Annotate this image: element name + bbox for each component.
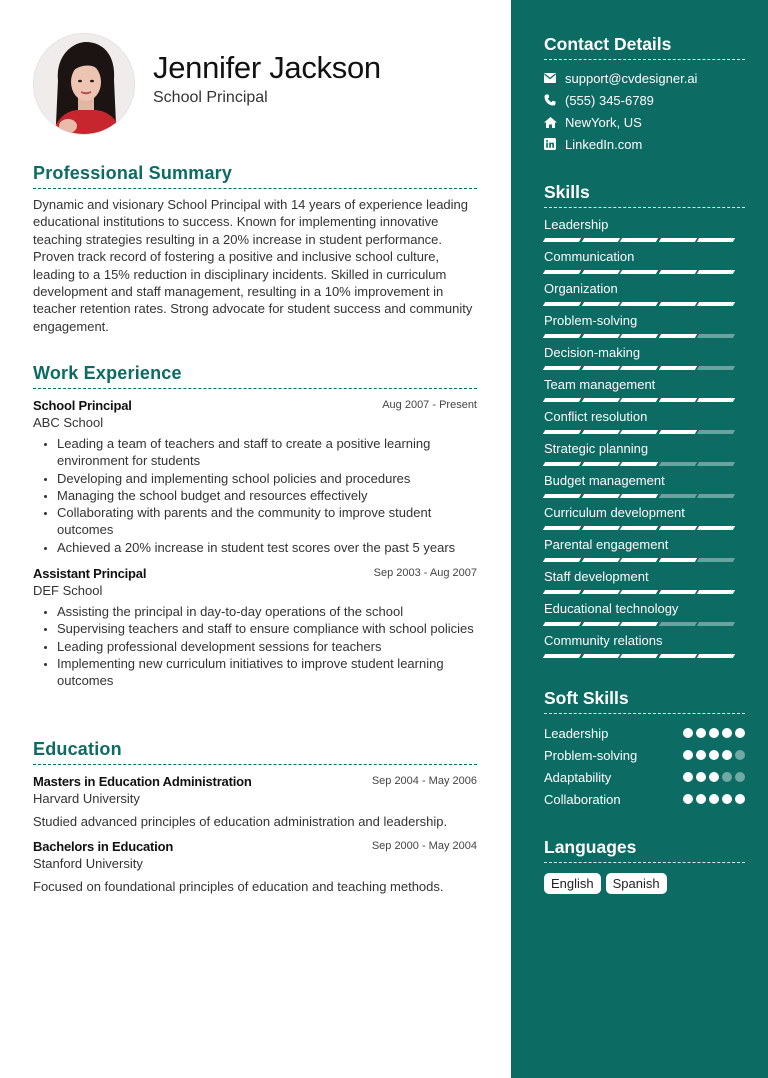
summary-section <box>33 163 477 335</box>
rating-dot <box>683 750 693 760</box>
skill-level-bar <box>544 558 734 562</box>
skill-level-segment <box>659 622 697 626</box>
candidate-role: School Principal <box>153 89 268 106</box>
education-entry <box>33 839 477 894</box>
skill-label: Community relations <box>544 633 663 648</box>
job-entry <box>33 566 477 689</box>
contact-title: Contact Details <box>544 34 745 60</box>
skill-level-bar <box>544 366 734 370</box>
skill-level-bar <box>544 526 734 530</box>
skill-level-bar <box>544 430 734 434</box>
rating-dot <box>683 772 693 782</box>
skill-label: Curriculum development <box>544 505 685 520</box>
skill-level-segment <box>543 334 581 338</box>
rating-dot <box>696 728 706 738</box>
job-date: Aug 2007 - Present <box>382 399 477 411</box>
skills-section <box>544 182 745 659</box>
summary-title: Professional Summary <box>33 163 477 189</box>
rating-dot <box>735 728 745 738</box>
skill-level-segment <box>659 334 697 338</box>
profile-photo <box>34 34 135 135</box>
skill-level-bar <box>544 590 734 594</box>
skill-level-segment <box>659 526 697 530</box>
rating-dot <box>709 794 719 804</box>
skill-level-segment <box>620 590 658 594</box>
language-tags <box>544 873 745 894</box>
language-tag: Spanish <box>606 873 667 894</box>
skill-level-segment <box>620 302 658 306</box>
skill-level-segment <box>543 398 581 402</box>
skill-label: Team management <box>544 377 656 392</box>
soft-skill-rating <box>683 728 745 738</box>
contact-section <box>544 34 745 155</box>
skill-level-segment <box>543 270 581 274</box>
skill-level-segment <box>581 622 619 626</box>
education-entry <box>33 774 477 829</box>
skill-label: Educational technology <box>544 601 679 616</box>
rating-dot <box>709 772 719 782</box>
skill-label: Decision-making <box>544 345 641 360</box>
languages-title: Languages <box>544 837 745 863</box>
skill-item <box>544 531 745 563</box>
education-date: Sep 2000 - May 2004 <box>371 840 477 852</box>
soft-skill-label: Collaboration <box>544 791 621 807</box>
skill-level-segment <box>581 462 619 466</box>
job-bullet: • Managing the school budget and resources effectively <box>57 487 477 504</box>
skill-level-segment <box>659 238 697 242</box>
email-text: support@cvdesigner.ai <box>565 70 698 86</box>
skill-level-segment <box>697 558 735 562</box>
job-bullet: • Implementing new curriculum initiatives to improve student learning outcomes <box>57 655 477 690</box>
languages-section <box>544 837 745 894</box>
skill-level-segment <box>697 302 735 306</box>
soft-skills-list <box>544 722 745 810</box>
skill-level-segment <box>581 526 619 530</box>
skill-level-segment <box>659 654 697 658</box>
skill-level-segment <box>620 462 658 466</box>
skill-label: Conflict resolution <box>544 409 648 424</box>
skill-level-segment <box>659 270 697 274</box>
skill-level-segment <box>581 270 619 274</box>
degree-title: Masters in Education Administration <box>33 774 252 789</box>
skill-level-bar <box>544 334 734 338</box>
soft-skill-rating <box>683 772 745 782</box>
skill-level-segment <box>543 302 581 306</box>
skill-level-segment <box>543 366 581 370</box>
skill-level-segment <box>581 558 619 562</box>
phone-text: (555) 345-6789 <box>565 92 654 108</box>
skill-level-segment <box>697 462 735 466</box>
education-section <box>33 739 477 894</box>
skill-level-segment <box>543 622 581 626</box>
skill-item <box>544 627 745 659</box>
rating-dot <box>683 794 693 804</box>
phone-icon <box>544 94 565 106</box>
job-bullet: • Developing and implementing school policies and procedures <box>57 470 477 487</box>
skill-level-segment <box>581 302 619 306</box>
degree-title: Bachelors in Education <box>33 839 174 854</box>
rating-dot <box>722 794 732 804</box>
skill-level-segment <box>620 334 658 338</box>
skill-level-bar <box>544 302 734 306</box>
skill-level-segment <box>659 302 697 306</box>
rating-dot <box>735 794 745 804</box>
school-name: Stanford University <box>33 856 143 871</box>
skill-item <box>544 371 745 403</box>
soft-skills-title: Soft Skills <box>544 688 745 714</box>
skill-level-segment <box>543 654 581 658</box>
job-bullets <box>33 603 477 689</box>
skill-level-segment <box>543 590 581 594</box>
contact-linkedin[interactable] <box>544 133 745 155</box>
soft-skill-item <box>544 766 745 788</box>
avatar <box>33 33 135 135</box>
skill-level-segment <box>543 494 581 498</box>
skill-level-bar <box>544 462 734 466</box>
skill-level-segment <box>697 238 735 242</box>
skill-level-segment <box>581 398 619 402</box>
skill-item <box>544 307 745 339</box>
skill-level-segment <box>543 462 581 466</box>
candidate-name: Jennifer Jackson <box>153 50 381 85</box>
contact-phone[interactable] <box>544 89 745 111</box>
skill-level-segment <box>581 654 619 658</box>
skill-level-segment <box>659 494 697 498</box>
rating-dot <box>696 794 706 804</box>
skill-label: Strategic planning <box>544 441 649 456</box>
skill-level-segment <box>620 654 658 658</box>
education-description: Studied advanced principles of education administration and leadership. <box>33 814 448 829</box>
skill-level-segment <box>659 462 697 466</box>
summary-text: Dynamic and visionary School Principal with 14 years of experience leading educational institutions to success. Known for implementing innovative teaching strategies resulting in a 20% increase in student performance. Proven track record of fostering a positive and inclusive school culture, leading to a 15% reduction in disciplinary incidents. Skilled in curriculum development and staff management, resulting in a 10% improvement in teacher retention rates. Strong advocate for student success and community engagement. <box>33 197 473 334</box>
skill-level-segment <box>581 494 619 498</box>
job-title: Assistant Principal <box>33 566 147 582</box>
skill-level-segment <box>697 526 735 530</box>
contact-email[interactable] <box>544 67 745 89</box>
skill-level-segment <box>543 558 581 562</box>
skill-level-segment <box>620 430 658 434</box>
skill-level-bar <box>544 622 734 626</box>
soft-skill-rating <box>683 750 745 760</box>
skill-label: Staff development <box>544 569 649 584</box>
rating-dot <box>683 728 693 738</box>
skill-level-segment <box>543 238 581 242</box>
skill-level-segment <box>581 430 619 434</box>
skill-item <box>544 211 745 243</box>
contact-location <box>544 111 745 133</box>
soft-skill-item <box>544 788 745 810</box>
experience-section <box>33 363 477 690</box>
job-bullet: • Leading a team of teachers and staff to create a positive learning environment for students <box>57 435 477 470</box>
skill-label: Communication <box>544 249 635 264</box>
skill-item <box>544 339 745 371</box>
skill-level-segment <box>697 654 735 658</box>
skill-level-segment <box>697 398 735 402</box>
sidebar <box>511 0 768 1078</box>
skill-item <box>544 275 745 307</box>
soft-skill-label: Leadership <box>544 725 609 741</box>
skill-item <box>544 243 745 275</box>
skill-level-segment <box>620 398 658 402</box>
skill-level-segment <box>697 366 735 370</box>
job-bullet: • Supervising teachers and staff to ensure compliance with school policies <box>57 620 477 637</box>
skills-title: Skills <box>544 182 745 208</box>
linkedin-icon <box>544 138 565 150</box>
experience-title: Work Experience <box>33 363 477 389</box>
job-date: Sep 2003 - Aug 2007 <box>373 567 477 580</box>
soft-skill-rating <box>683 794 745 804</box>
skill-level-segment <box>697 430 735 434</box>
school-name: Harvard University <box>33 791 140 806</box>
skill-item <box>544 595 745 627</box>
job-org: ABC School <box>33 415 104 430</box>
job-bullets <box>33 435 477 556</box>
skill-item <box>544 435 745 467</box>
skill-level-segment <box>620 238 658 242</box>
skill-level-bar <box>544 398 734 402</box>
rating-dot <box>735 750 745 760</box>
education-title: Education <box>33 739 477 765</box>
linkedin-text: LinkedIn.com <box>565 136 643 152</box>
skill-level-segment <box>659 430 697 434</box>
skill-level-segment <box>620 558 658 562</box>
education-description: Focused on foundational principles of education and teaching methods. <box>33 879 444 894</box>
skill-level-segment <box>581 238 619 242</box>
skill-level-segment <box>620 494 658 498</box>
skill-level-segment <box>581 334 619 338</box>
skill-level-segment <box>620 526 658 530</box>
skill-label: Parental engagement <box>544 537 669 552</box>
skill-item <box>544 467 745 499</box>
skill-level-segment <box>581 590 619 594</box>
skill-level-segment <box>697 494 735 498</box>
skill-level-segment <box>581 366 619 370</box>
rating-dot <box>735 772 745 782</box>
skill-label: Organization <box>544 281 618 296</box>
skill-label: Budget management <box>544 473 665 488</box>
job-entry <box>33 398 477 556</box>
soft-skill-label: Problem-solving <box>544 747 638 763</box>
skill-level-segment <box>659 558 697 562</box>
skill-item <box>544 499 745 531</box>
education-date: Sep 2004 - May 2006 <box>371 775 477 787</box>
rating-dot <box>722 772 732 782</box>
skill-level-segment <box>697 334 735 338</box>
soft-skills-section <box>544 688 745 810</box>
skill-level-segment <box>697 590 735 594</box>
skill-item <box>544 403 745 435</box>
skill-item <box>544 563 745 595</box>
skill-level-segment <box>543 526 581 530</box>
home-icon <box>544 117 565 128</box>
skill-label: Problem-solving <box>544 313 638 328</box>
envelope-icon <box>544 73 565 83</box>
skill-level-segment <box>697 622 735 626</box>
location-text: NewYork, US <box>565 114 642 130</box>
skill-level-segment <box>543 430 581 434</box>
skill-level-bar <box>544 238 734 242</box>
job-bullet: • Leading professional development sessions for teachers <box>57 638 477 655</box>
rating-dot <box>722 728 732 738</box>
job-bullet: • Achieved a 20% increase in student test scores over the past 5 years <box>57 539 477 556</box>
soft-skill-label: Adaptability <box>544 769 612 785</box>
job-bullet: • Assisting the principal in day-to-day operations of the school <box>57 603 477 620</box>
job-title: School Principal <box>33 398 132 413</box>
skill-level-bar <box>544 654 734 658</box>
rating-dot <box>696 772 706 782</box>
soft-skill-item <box>544 722 745 744</box>
job-bullet: • Collaborating with parents and the community to improve student outcomes <box>57 504 477 539</box>
skill-level-segment <box>620 270 658 274</box>
rating-dot <box>722 750 732 760</box>
rating-dot <box>709 728 719 738</box>
soft-skill-item <box>544 744 745 766</box>
rating-dot <box>709 750 719 760</box>
job-org: DEF School <box>33 583 103 599</box>
skill-level-segment <box>659 366 697 370</box>
skills-list <box>544 211 745 659</box>
skill-level-segment <box>697 270 735 274</box>
skill-level-segment <box>659 590 697 594</box>
skill-level-segment <box>620 366 658 370</box>
skill-level-segment <box>659 398 697 402</box>
skill-level-segment <box>620 622 658 626</box>
skill-level-bar <box>544 494 734 498</box>
rating-dot <box>696 750 706 760</box>
skill-level-bar <box>544 270 734 274</box>
skill-label: Leadership <box>544 217 609 232</box>
language-tag: English <box>544 873 601 894</box>
